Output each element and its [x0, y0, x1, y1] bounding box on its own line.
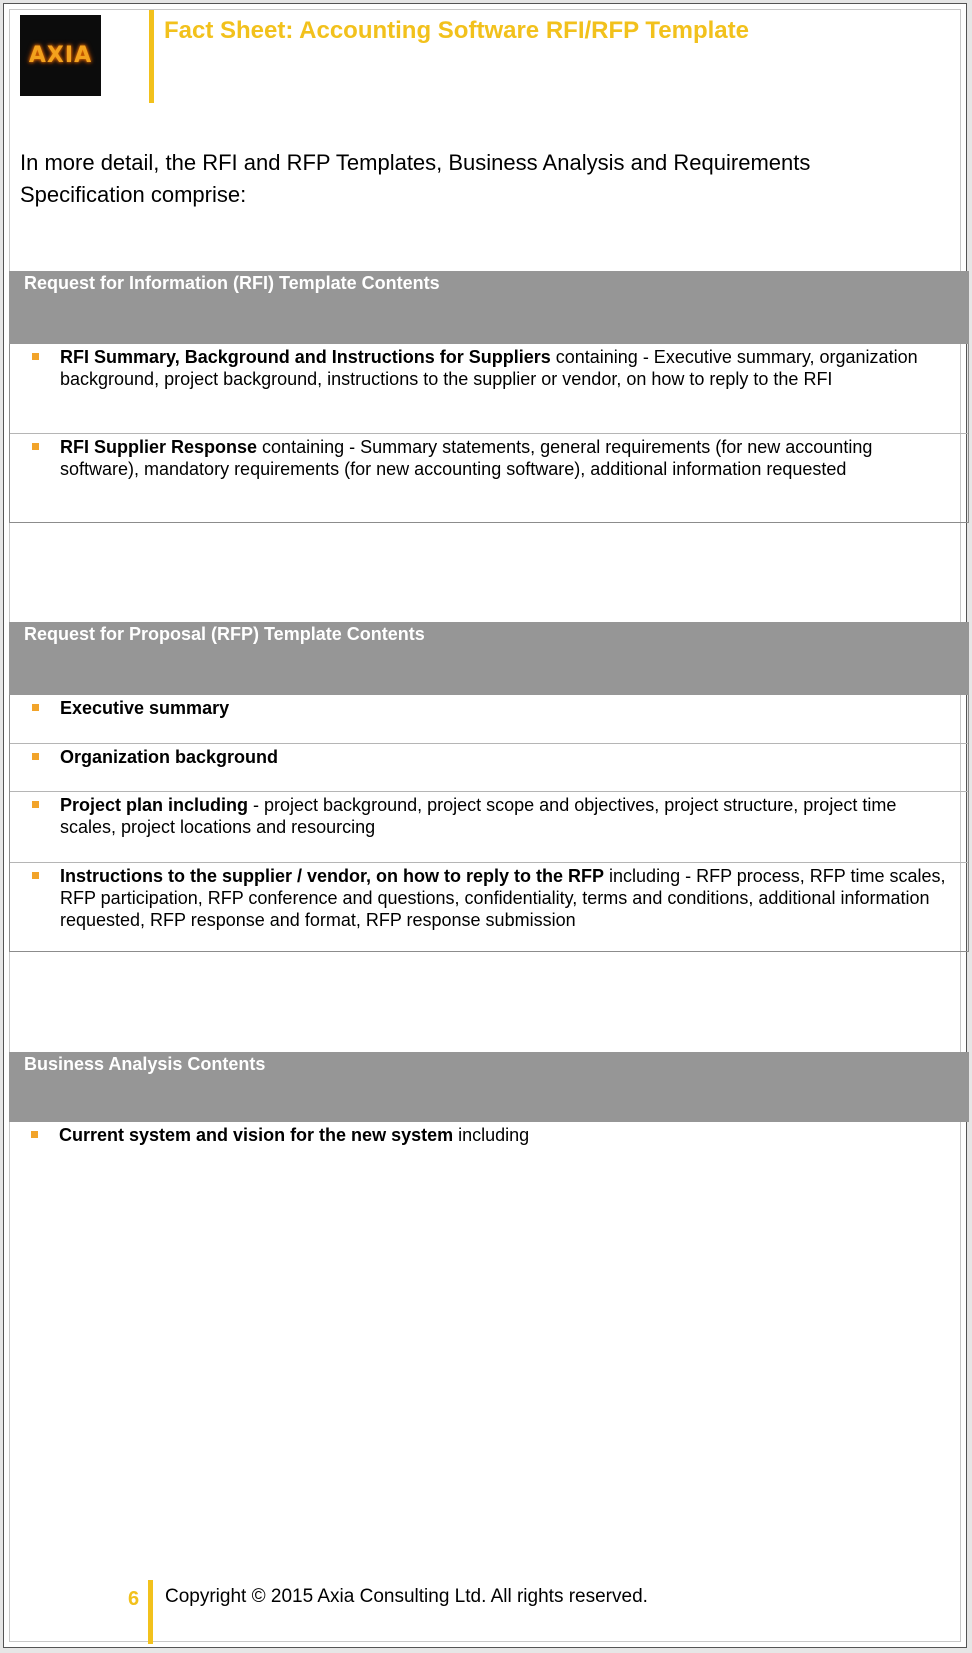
item-text: including [453, 1125, 530, 1145]
section-rows [9, 344, 969, 523]
item-bold-text: RFI Supplier Response [60, 437, 258, 457]
bullet-icon [32, 353, 39, 360]
rfi-section [9, 271, 969, 523]
item-bold-text: Instructions to the supplier / vendor, on how to reply to the RFP [60, 866, 605, 886]
document-title: Fact Sheet: Accounting Software RFI/RFP Template [164, 17, 749, 44]
item-text: - project background, project scope and objectives, project structure, project time scales, project locations and resourcing [60, 795, 897, 837]
bullet-icon [32, 801, 39, 808]
page-number: 6 [128, 1588, 140, 1610]
list-item [10, 695, 968, 743]
section-header: Request for Information (RFI) Template Contents [9, 271, 969, 344]
axia-logo [20, 15, 101, 96]
rfp-section [9, 622, 969, 952]
document-page [3, 3, 967, 1648]
bullet-icon [32, 704, 39, 711]
item-bold-text: Current system and vision for the new system [59, 1125, 454, 1145]
item-bold-text: RFI Summary, Background and Instructions for Suppliers [60, 347, 551, 367]
list-item [10, 344, 968, 433]
section-header: Business Analysis Contents [9, 1052, 969, 1122]
logo-text: AXIA [28, 43, 93, 68]
copyright-text: Copyright © 2015 Axia Consulting Ltd. All rights reserved. [165, 1586, 648, 1607]
list-item [10, 743, 968, 791]
header-accent-bar [149, 10, 154, 103]
bullet-icon [32, 872, 39, 879]
item-text: including - RFP process, RFP time scales, RFP participation, RFP conference and questions, confidentiality, terms and conditions, additional information requested, RFP response and format, RFP response submission [60, 866, 946, 930]
list-item [10, 791, 968, 862]
item-bold-text: Executive summary [60, 698, 230, 718]
list-item [10, 433, 968, 522]
business-analysis-section [9, 1052, 969, 1162]
list-item [9, 1122, 969, 1162]
item-text: containing - Executive summary, organization background, project background, instructions to the supplier or vendor, on how to reply to the RFI [60, 347, 918, 389]
bullet-icon [32, 443, 39, 450]
section-header: Request for Proposal (RFP) Template Contents [9, 622, 969, 695]
item-bold-text: Project plan including [60, 795, 249, 815]
bullet-icon [32, 753, 39, 760]
footer-accent-bar [148, 1580, 153, 1644]
section-rows [9, 695, 969, 952]
bullet-icon [31, 1131, 38, 1138]
list-item [10, 862, 968, 951]
item-bold-text: Organization background [60, 747, 279, 767]
item-text: containing - Summary statements, general requirements (for new accounting software), mandatory requirements (for new accounting software), additional information requested [60, 437, 873, 479]
intro-paragraph: In more detail, the RFI and RFP Templates, Business Analysis and Requirements Specification comprise: [20, 150, 811, 207]
